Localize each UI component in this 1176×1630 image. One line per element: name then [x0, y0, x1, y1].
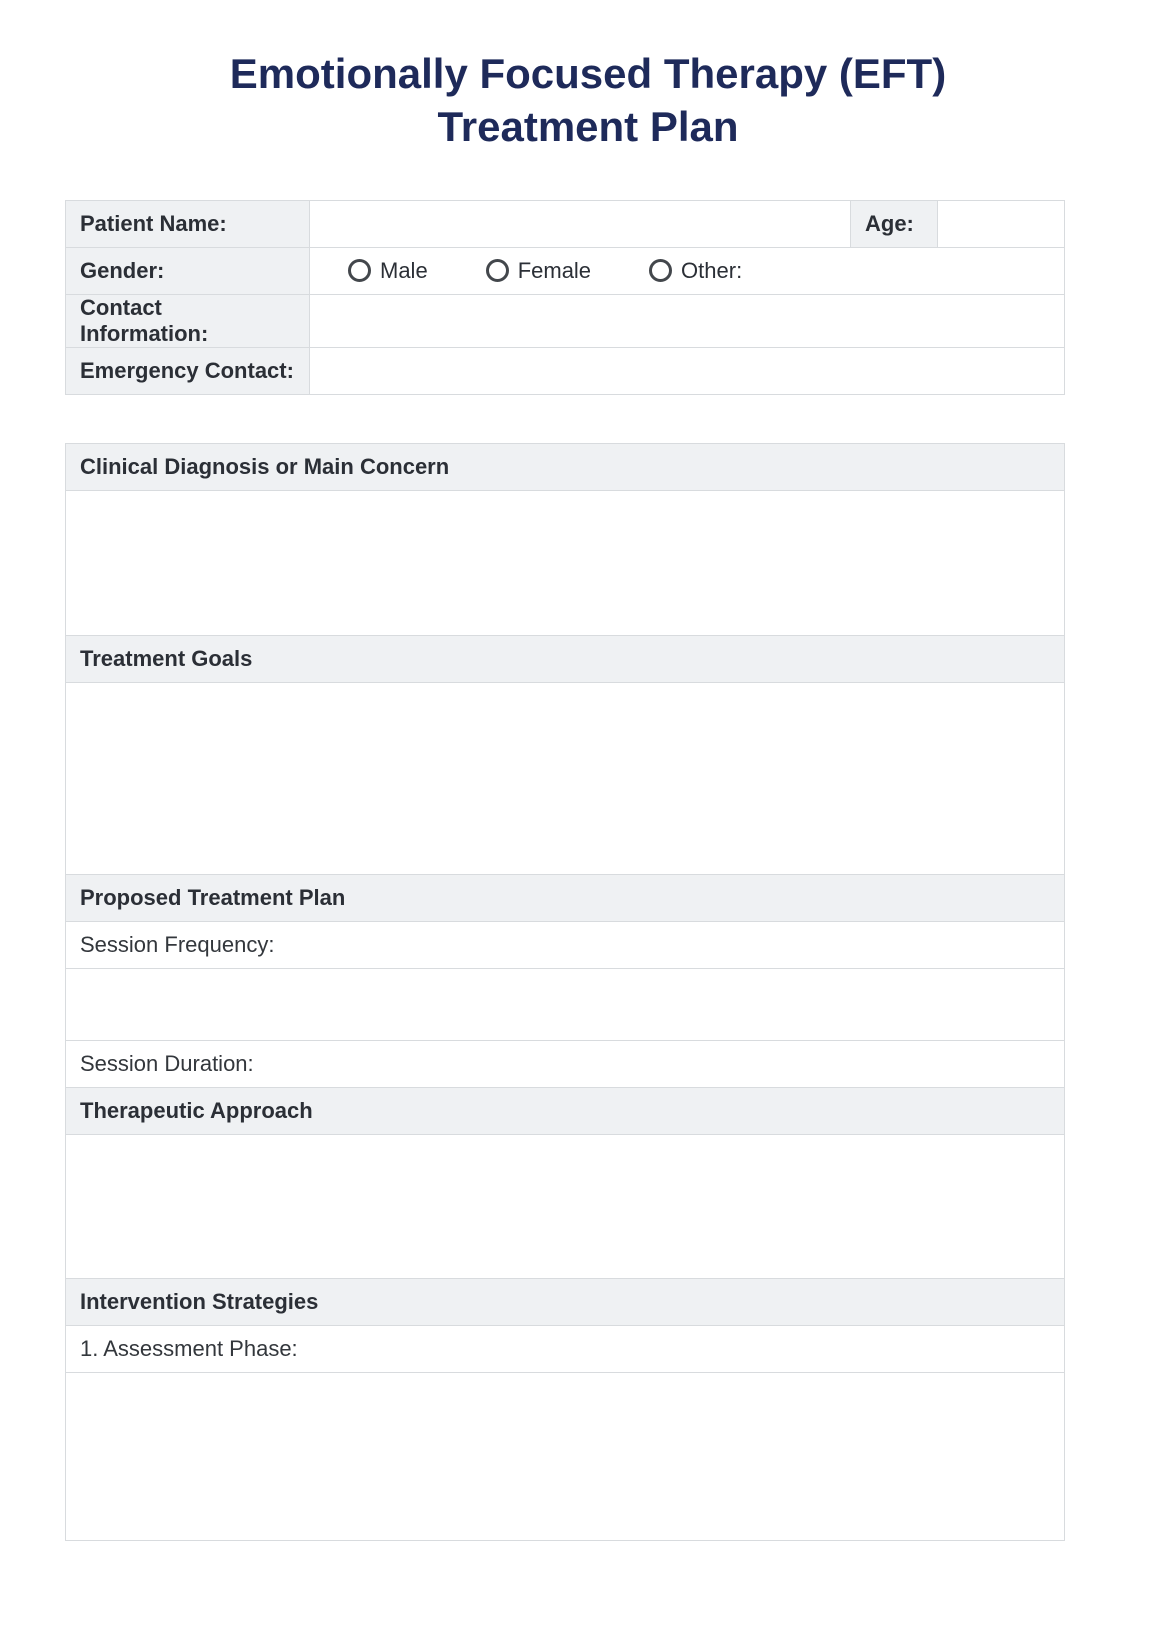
form-sections: [65, 443, 1065, 1541]
contact-info-label: Contact Information:: [65, 294, 310, 348]
section-header-clinical-diagnosis: Clinical Diagnosis or Main Concern: [65, 443, 1065, 491]
treatment-goals-field[interactable]: [65, 682, 1065, 875]
other-radio-label: Other:: [681, 257, 743, 283]
session-frequency-label: Session Frequency:: [65, 921, 1065, 969]
age-label: Age:: [850, 200, 938, 248]
section-header-treatment-goals: Treatment Goals: [65, 635, 1065, 683]
male-radio-label: Male: [380, 257, 428, 283]
section-header-proposed-treatment-plan: Proposed Treatment Plan: [65, 874, 1065, 922]
gender-option-female[interactable]: [486, 258, 591, 284]
emergency-contact-field[interactable]: [309, 347, 1065, 395]
gender-option-male[interactable]: [348, 258, 428, 284]
female-radio-label: Female: [517, 257, 592, 283]
section-header-intervention-strategies: Intervention Strategies: [65, 1278, 1065, 1326]
patient-name-field[interactable]: [309, 200, 851, 248]
contact-info-field[interactable]: [309, 294, 1065, 348]
section-header-therapeutic-approach: Therapeutic Approach: [65, 1087, 1065, 1135]
clinical-diagnosis-field[interactable]: [65, 490, 1065, 636]
session-duration-label: Session Duration:: [65, 1040, 1065, 1088]
gender-row: [65, 247, 1065, 295]
gender-options-field: [309, 247, 1065, 295]
page-title: [0, 0, 1176, 154]
other-radio-button-icon[interactable]: [649, 259, 672, 282]
contact-info-row: [65, 294, 1065, 348]
assessment-phase-field[interactable]: [65, 1372, 1065, 1541]
age-field[interactable]: [937, 200, 1065, 248]
form-content: [65, 200, 1065, 1541]
emergency-contact-label: Emergency Contact:: [65, 347, 310, 395]
patient-name-label: Patient Name:: [65, 200, 310, 248]
gender-option-other[interactable]: [649, 258, 742, 284]
therapeutic-approach-field[interactable]: [65, 1134, 1065, 1279]
female-radio-button-icon[interactable]: [486, 259, 509, 282]
male-radio-button-icon[interactable]: [348, 259, 371, 282]
gender-label: Gender:: [65, 247, 310, 295]
patient-info-table: [65, 200, 1065, 395]
page-title-line-1: Emotionally Focused Therapy (EFT): [229, 50, 947, 97]
patient-name-row: [65, 200, 1065, 248]
page-title-line-2: Treatment Plan: [437, 102, 739, 150]
emergency-contact-row: [65, 347, 1065, 395]
session-frequency-field[interactable]: [65, 968, 1065, 1041]
assessment-phase-label: 1. Assessment Phase:: [65, 1325, 1065, 1373]
